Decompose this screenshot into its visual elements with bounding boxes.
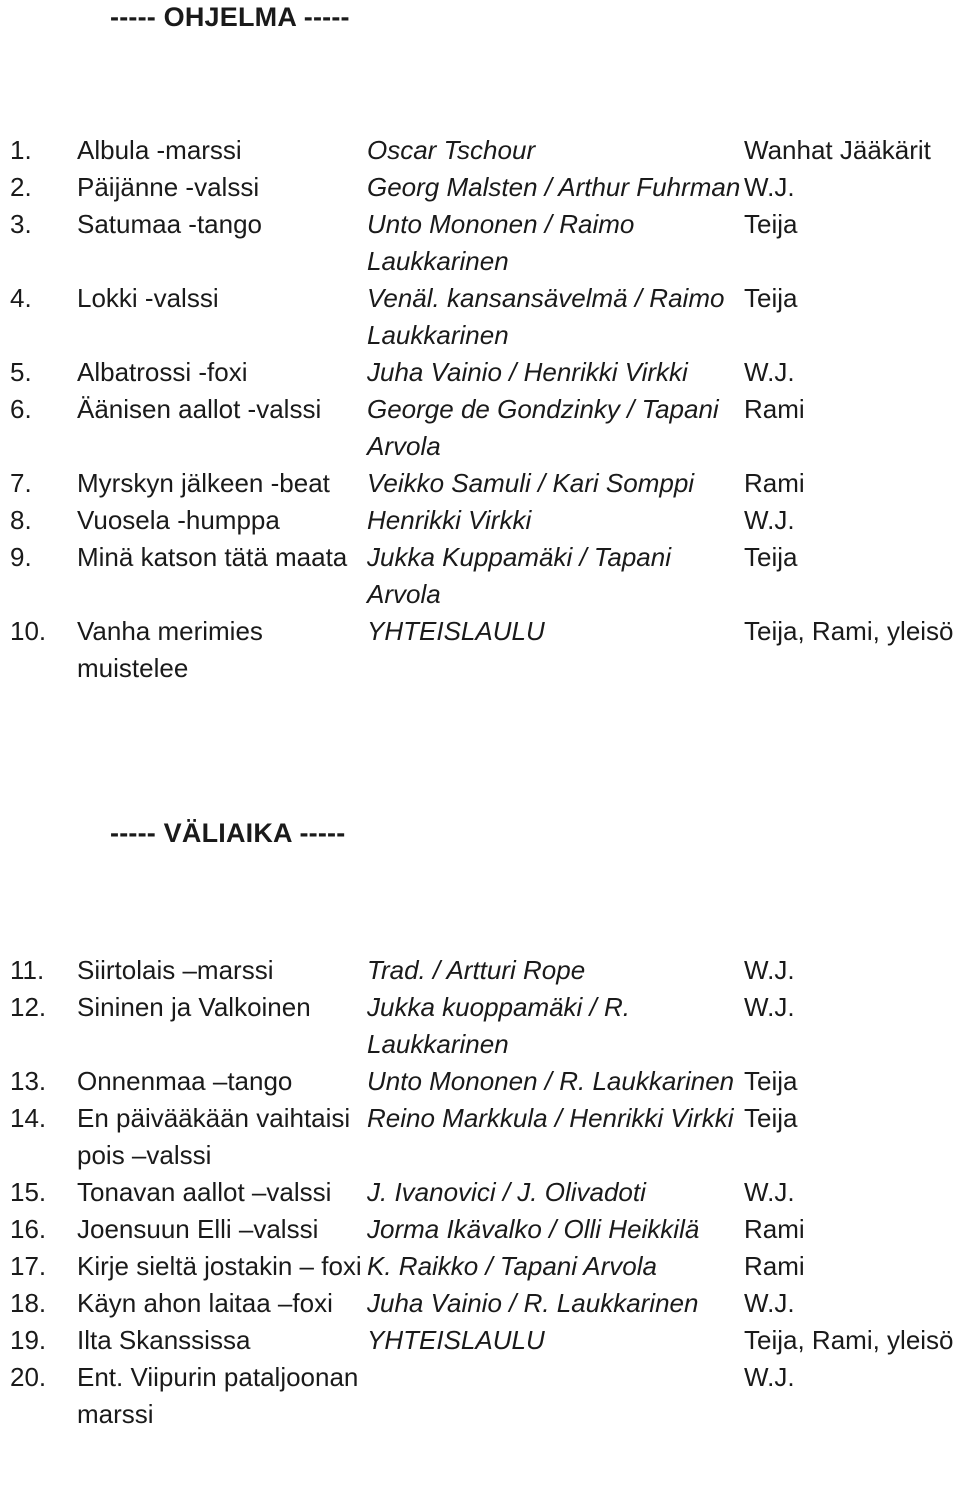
intermission-heading: ----- VÄLIAIKA ----- <box>110 818 346 848</box>
program-row <box>0 132 960 169</box>
item-number: 4. <box>10 283 32 313</box>
item-number: 9. <box>10 542 32 572</box>
song-composer: Jorma Ikävalko / Olli Heikkilä <box>367 1214 700 1244</box>
song-performer: Teija, Rami, yleisö <box>744 1325 954 1355</box>
item-number: 8. <box>10 505 32 535</box>
program-row <box>0 1100 960 1174</box>
song-performer: Rami <box>744 394 805 424</box>
song-performer: Rami <box>744 468 805 498</box>
item-number: 20. <box>10 1362 47 1392</box>
item-number: 17. <box>10 1251 47 1281</box>
song-title: Albatrossi -foxi <box>77 357 248 387</box>
item-number: 10. <box>10 616 47 646</box>
program-row <box>0 952 960 989</box>
song-title: Käyn ahon laitaa –foxi <box>77 1288 333 1318</box>
song-title: Satumaa -tango <box>77 209 263 239</box>
song-composer: Oscar Tschour <box>367 135 536 165</box>
song-composer: Trad. / Artturi Rope <box>367 955 586 985</box>
song-composer: George de Gondzinky / Tapani Arvola <box>367 394 719 461</box>
song-performer: W.J. <box>744 1288 795 1318</box>
song-performer: W.J. <box>744 1362 795 1392</box>
item-number: 15. <box>10 1177 47 1207</box>
song-performer: W.J. <box>744 357 795 387</box>
program-row <box>0 465 960 502</box>
song-composer: Veikko Samuli / Kari Somppi <box>367 468 695 498</box>
song-title: Äänisen aallot -valssi <box>77 394 322 424</box>
song-composer: Unto Mononen / Raimo Laukkarinen <box>367 209 635 276</box>
song-performer: Rami <box>744 1251 805 1281</box>
song-performer: W.J. <box>744 992 795 1022</box>
item-number: 11. <box>10 955 45 985</box>
song-composer: Reino Markkula / Henrikki Virkki <box>367 1103 734 1133</box>
item-number: 2. <box>10 172 32 202</box>
item-number: 1. <box>10 135 32 165</box>
song-title: Joensuun Elli –valssi <box>77 1214 319 1244</box>
song-composer: Jukka Kuppamäki / Tapani Arvola <box>367 542 672 609</box>
song-title: Vanha merimies muistelee <box>77 616 263 683</box>
song-composer: Juha Vainio / Henrikki Virkki <box>367 357 688 387</box>
program-heading: ----- OHJELMA ----- <box>110 2 350 32</box>
song-composer: Venäl. kansansävelmä / Raimo Laukkarinen <box>367 283 725 350</box>
program-row <box>0 1211 960 1248</box>
song-composer: Henrikki Virkki <box>367 505 532 535</box>
song-title: Vuosela -humppa <box>77 505 280 535</box>
item-number: 5. <box>10 357 32 387</box>
program-row <box>0 1285 960 1322</box>
item-number: 6. <box>10 394 32 424</box>
item-number: 3. <box>10 209 32 239</box>
song-title: Myrskyn jälkeen -beat <box>77 468 330 498</box>
song-composer: Georg Malsten / Arthur Fuhrman <box>367 172 741 202</box>
song-title: Albula -marssi <box>77 135 242 165</box>
song-title: Lokki -valssi <box>77 283 219 313</box>
program-row <box>0 989 960 1063</box>
item-number: 13. <box>10 1066 47 1096</box>
song-composer: K. Raikko / Tapani Arvola <box>367 1251 657 1281</box>
program-part-2 <box>0 952 960 1433</box>
song-composer: Unto Mononen / R. Laukkarinen <box>367 1066 735 1096</box>
song-performer: Rami <box>744 1214 805 1244</box>
song-performer: Teija <box>744 542 798 572</box>
item-number: 14. <box>10 1103 47 1133</box>
song-composer: YHTEISLAULU <box>367 1325 545 1355</box>
song-title: Tonavan aallot –valssi <box>77 1177 332 1207</box>
song-title: Minä katson tätä maata <box>77 542 348 572</box>
song-title: Ent. Viipurin pataljoonan marssi <box>77 1362 359 1429</box>
song-title: Sininen ja Valkoinen <box>77 992 311 1022</box>
song-performer: Teija <box>744 1066 798 1096</box>
song-composer: YHTEISLAULU <box>367 616 545 646</box>
program-part-1 <box>0 132 960 687</box>
song-performer: Wanhat Jääkärit <box>744 135 931 165</box>
program-row <box>0 1359 960 1433</box>
item-number: 12. <box>10 992 47 1022</box>
song-title: Kirje sieltä jostakin – foxi <box>77 1251 362 1281</box>
program-row <box>0 539 960 613</box>
song-performer: Teija, Rami, yleisö <box>744 616 954 646</box>
program-row <box>0 1322 960 1359</box>
song-title: Ilta Skanssissa <box>77 1325 251 1355</box>
program-row <box>0 280 960 354</box>
program-row <box>0 391 960 465</box>
song-performer: Teija <box>744 209 798 239</box>
item-number: 19. <box>10 1325 47 1355</box>
program-row <box>0 1063 960 1100</box>
song-composer: Jukka kuoppamäki / R. Laukkarinen <box>367 992 631 1059</box>
song-title: Onnenmaa –tango <box>77 1066 293 1096</box>
song-performer: Teija <box>744 1103 798 1133</box>
song-title: En päivääkään vaihtaisi pois –valssi <box>77 1103 351 1170</box>
program-row <box>0 502 960 539</box>
program-row <box>0 354 960 391</box>
item-number: 7. <box>10 468 32 498</box>
program-row <box>0 613 960 687</box>
song-performer: W.J. <box>744 955 795 985</box>
song-title: Päijänne -valssi <box>77 172 260 202</box>
program-row <box>0 169 960 206</box>
program-row <box>0 1248 960 1285</box>
program-row <box>0 206 960 280</box>
song-composer: Juha Vainio / R. Laukkarinen <box>367 1288 699 1318</box>
song-performer: W.J. <box>744 172 795 202</box>
item-number: 16. <box>10 1214 47 1244</box>
song-performer: W.J. <box>744 1177 795 1207</box>
song-composer: J. Ivanovici / J. Olivadoti <box>367 1177 646 1207</box>
item-number: 18. <box>10 1288 47 1318</box>
song-performer: W.J. <box>744 505 795 535</box>
song-title: Siirtolais –marssi <box>77 955 274 985</box>
song-performer: Teija <box>744 283 798 313</box>
song-composer <box>367 1359 744 1433</box>
program-row <box>0 1174 960 1211</box>
